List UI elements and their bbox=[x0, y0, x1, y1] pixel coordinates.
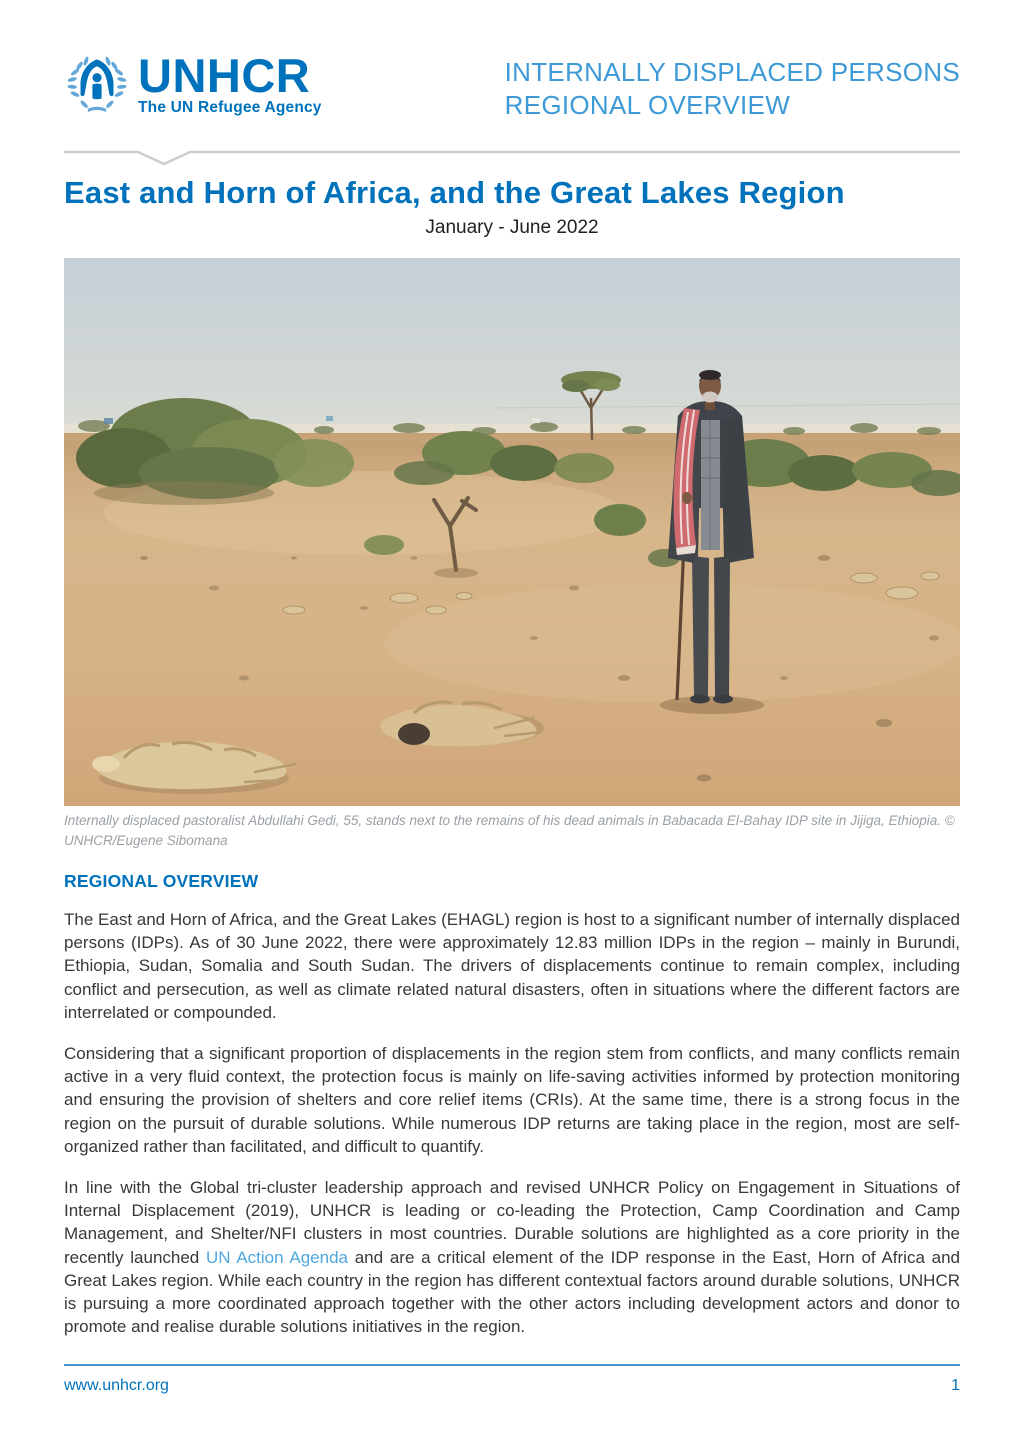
paragraph-3-text-before: In line with the Global tri-cluster leadership approach and revised UNHCR Policy on Engagement in Situations of Internal Displacement (2019), UNHCR is leading or co-leading the Protection, Camp Coordination and Camp Management, and Shelter/NFI clusters in most countries. Durable solutions are highlighted as a core priority in the recently launched bbox=[64, 1177, 960, 1267]
paragraph-3 bbox=[64, 1176, 960, 1338]
unhcr-website-link[interactable]: www.unhcr.org bbox=[64, 1377, 169, 1394]
photo-caption: Internally displaced pastoralist Abdullahi Gedi, 55, stands next to the remains of his dead animals in Babacada El-Bahay IDP site in Jijiga, Ethiopia. © UNHCR/Eugene Sibomana bbox=[64, 813, 955, 848]
document-type-line1: INTERNALLY DISPLACED PERSONS bbox=[504, 57, 960, 87]
unhcr-logo bbox=[64, 48, 322, 118]
section-heading: REGIONAL OVERVIEW bbox=[64, 870, 259, 891]
page-header bbox=[64, 48, 960, 124]
paragraph-1: The East and Horn of Africa, and the Great Lakes (EHAGL) region is host to a significant number of internally displaced persons (IDPs). As of 30 June 2022, there were approximately 12.83 million IDPs in the region – mainly in Burundi, Ethiopia, Sudan, Somalia and South Sudan. The drivers of displacements continue to remain complex, including conflict and persecution, as well as climate related natural disasters, often in situations where the different factors are interrelated or compounded. bbox=[64, 909, 960, 1022]
document-type-title bbox=[505, 56, 960, 122]
brand-name: UNHCR bbox=[138, 48, 311, 102]
header-divider bbox=[64, 150, 960, 166]
paragraph-2: Considering that a significant proportion of displacements in the region stem from conflicts, and many conflicts remain active in a very fluid context, the protection focus is mainly on life-saving activities informed by protection monitoring and ensuring the provision of shelters and core relief items (CRIs). At the same time, there is a strong focus in the region on the pursuit of durable solutions. While numerous IDP returns are taking place in the region, most are self-organized rather than facilitated, and difficult to quantify. bbox=[64, 1043, 960, 1156]
page-footer bbox=[64, 1364, 960, 1395]
page-subtitle: January - June 2022 bbox=[425, 217, 599, 238]
paragraph-3-text-after: and are a critical element of the IDP response in the East, Horn of Africa and Great Lakes region. While each country in the region has different contextual factors around durable solutions, UNHCR is pursuing a more coordinated approach together with the other actors including development actors and donor to promote and realise durable solutions initiatives in the region. bbox=[64, 1247, 960, 1337]
un-action-agenda-link[interactable]: UN Action Agenda bbox=[206, 1247, 348, 1267]
page-number: 1 bbox=[951, 1377, 960, 1394]
brand-text bbox=[138, 48, 322, 117]
brand-tagline: The UN Refugee Agency bbox=[138, 98, 322, 116]
document-type-line2: REGIONAL OVERVIEW bbox=[504, 90, 791, 120]
page-title: East and Horn of Africa, and the Great Lakes Region bbox=[64, 175, 845, 210]
cover-photo-figure bbox=[64, 258, 960, 851]
cover-photo-image bbox=[64, 258, 960, 806]
unhcr-emblem-icon bbox=[64, 52, 130, 118]
